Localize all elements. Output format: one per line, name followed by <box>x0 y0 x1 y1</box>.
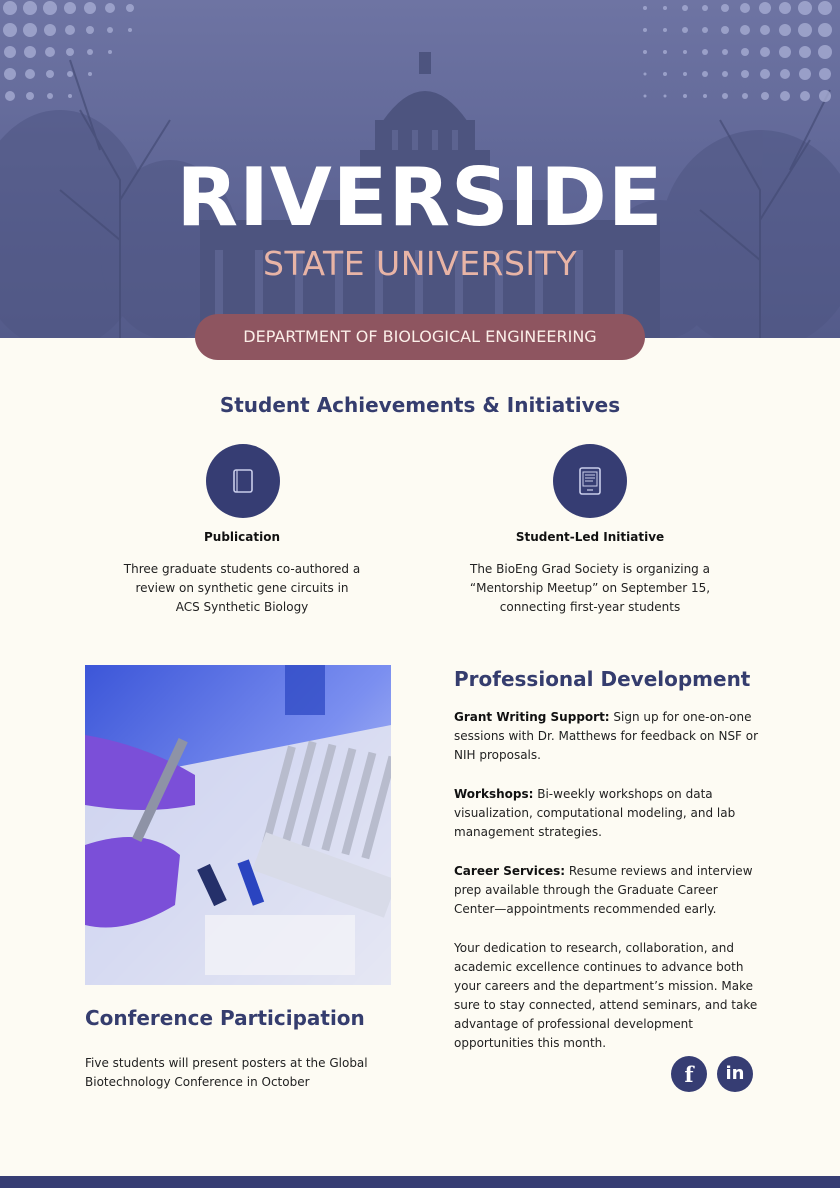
department-badge: DEPARTMENT OF BIOLOGICAL ENGINEERING <box>195 314 645 360</box>
initiative-text: The BioEng Grad Society is organizing a “Mentorship Meetup” on September 15, connecting first-year students <box>469 562 711 614</box>
footer-bar <box>0 1176 840 1188</box>
achievements-title: Student Achievements & Initiatives <box>219 393 621 417</box>
tablet-icon <box>553 444 627 518</box>
workshops-text: Bi-weekly workshops on data visualization, computational modeling, and lab management strategies. <box>454 787 736 839</box>
initiative-heading: Student-Led Initiative <box>515 530 665 544</box>
career-services-item <box>454 862 759 919</box>
publication-text: Three graduate students co-authored a review on synthetic gene circuits in ACS Synthetic Biology <box>123 562 361 614</box>
conference-text: Five students will present posters at the Global Biotechnology Conference in October <box>85 1056 368 1089</box>
conference-title: Conference Participation <box>85 1006 365 1030</box>
professional-title: Professional Development <box>454 667 751 691</box>
workshops-label: Workshops: <box>454 787 534 801</box>
university-title: RIVERSIDE <box>176 151 664 244</box>
lab-photo <box>85 665 391 985</box>
career-services-text: Resume reviews and interview prep available through the Graduate Career Center—appointments recommended early. <box>454 864 753 916</box>
publication-heading: Publication <box>203 530 280 544</box>
career-services-label: Career Services: <box>454 864 566 878</box>
university-subtitle: STATE UNIVERSITY <box>263 244 577 283</box>
linkedin-icon[interactable]: in <box>717 1056 753 1092</box>
workshops-item <box>454 785 759 842</box>
grant-writing-item <box>454 708 759 765</box>
grant-writing-label: Grant Writing Support: <box>454 710 610 724</box>
grant-writing-text: Sign up for one-on-one sessions with Dr. Matthews for feedback on NSF or NIH proposals. <box>454 710 759 762</box>
book-icon <box>206 444 280 518</box>
facebook-icon[interactable]: f <box>671 1056 707 1092</box>
hero-banner <box>0 0 840 338</box>
closing-paragraph: Your dedication to research, collaboration, and academic excellence continues to advance both your careers and the department’s mission. Make sure to stay connected, attend seminars, and take advantage of professional development opportunities this month. <box>454 941 758 1050</box>
